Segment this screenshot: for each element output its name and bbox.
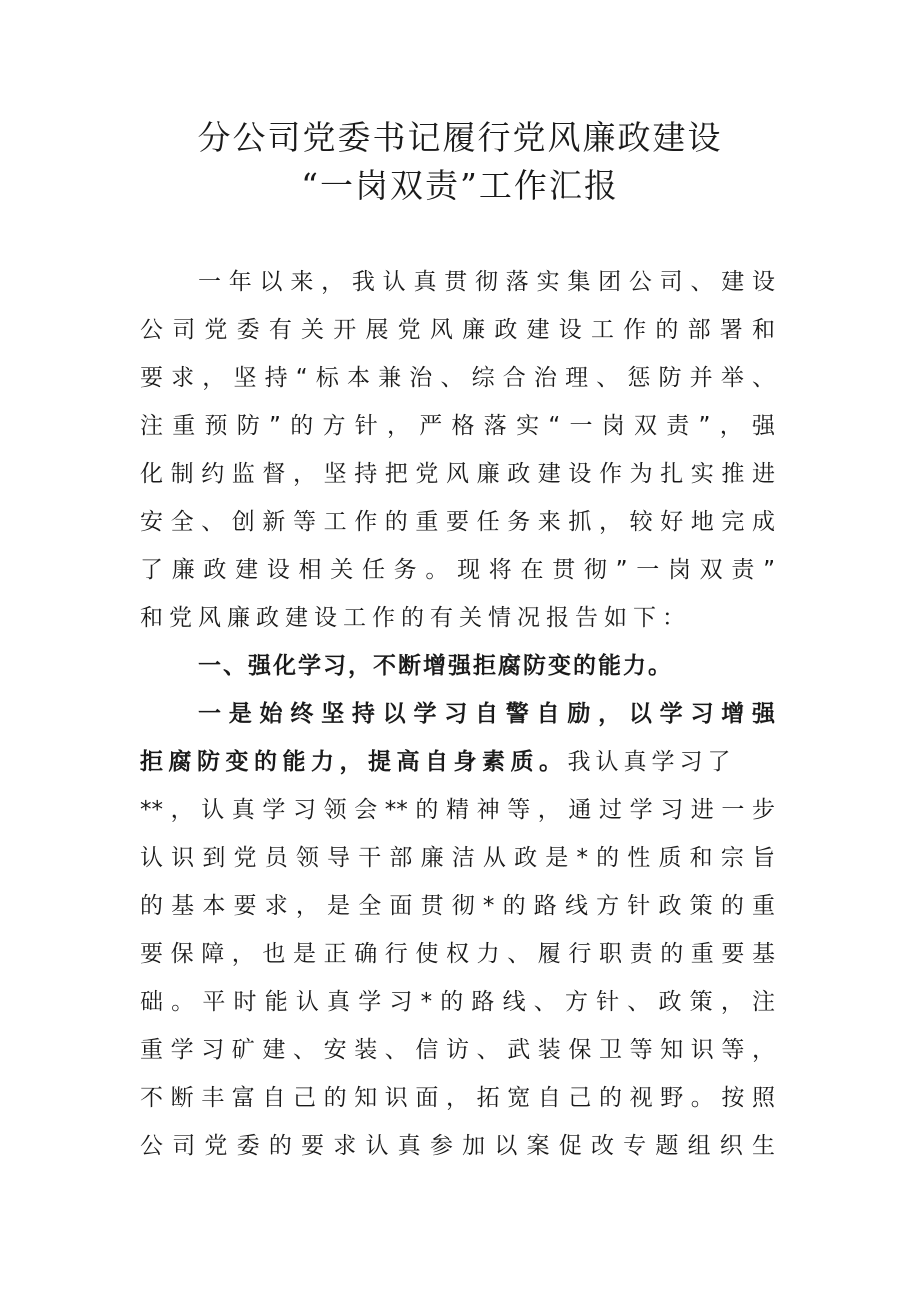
paragraph-line: 注重预防”的方针，严格落实“一岗双责”，强 (140, 413, 775, 439)
paragraph-line: 了廉政建设相关任务。现将在贯彻”一岗双责” (140, 557, 775, 583)
paragraph-line: 的基本要求，是全面贯彻*的路线方针政策的重 (140, 893, 775, 919)
paragraph-line: 不断丰富自己的知识面，拓宽自己的视野。按照 (140, 1085, 775, 1111)
paragraph-line: 要保障，也是正确行使权力、履行职责的重要基 (140, 941, 775, 967)
paragraph-line: 要求，坚持“标本兼治、综合治理、惩防并举、 (140, 365, 775, 391)
paragraph-line: 认识到党员领导干部廉洁从政是*的性质和宗旨 (140, 845, 775, 871)
paragraph-line: 安全、创新等工作的重要任务来抓，较好地完成 (140, 509, 775, 535)
paragraph-line: 础。平时能认真学习*的路线、方针、政策，注 (140, 989, 775, 1015)
subheading-tail: 拒腐防变的能力，提高自身素质。 (140, 749, 568, 775)
paragraph-line: **，认真学习领会**的精神等，通过学习进一步 (140, 797, 775, 823)
document-title-line-1: 分公司党委书记履行党风廉政建设 (197, 118, 723, 157)
paragraph-line: 和党风廉政建设工作的有关情况报告如下： (140, 605, 691, 631)
section-heading: 一、强化学习，不断增强拒腐防变的能力。 (198, 653, 673, 679)
paragraph-line: 重学习矿建、安装、信访、武装保卫等知识等， (140, 1037, 775, 1063)
subheading-line: 一是始终坚持以学习自警自励，以学习增强 (198, 701, 775, 727)
paragraph-text: 我认真学习了 (567, 749, 736, 775)
paragraph-line: 化制约监督，坚持把党风廉政建设作为扎实推进 (140, 461, 775, 487)
paragraph-line: 公司党委有关开展党风廉政建设工作的部署和 (140, 317, 775, 343)
paragraph-line: 公司党委的要求认真参加以案促改专题组织生 (140, 1133, 775, 1159)
paragraph-line: 一年以来，我认真贯彻落实集团公司、建设 (198, 269, 775, 295)
document-title-line-2: “一岗双责”工作汇报 (301, 166, 619, 205)
mixed-line (140, 744, 775, 780)
